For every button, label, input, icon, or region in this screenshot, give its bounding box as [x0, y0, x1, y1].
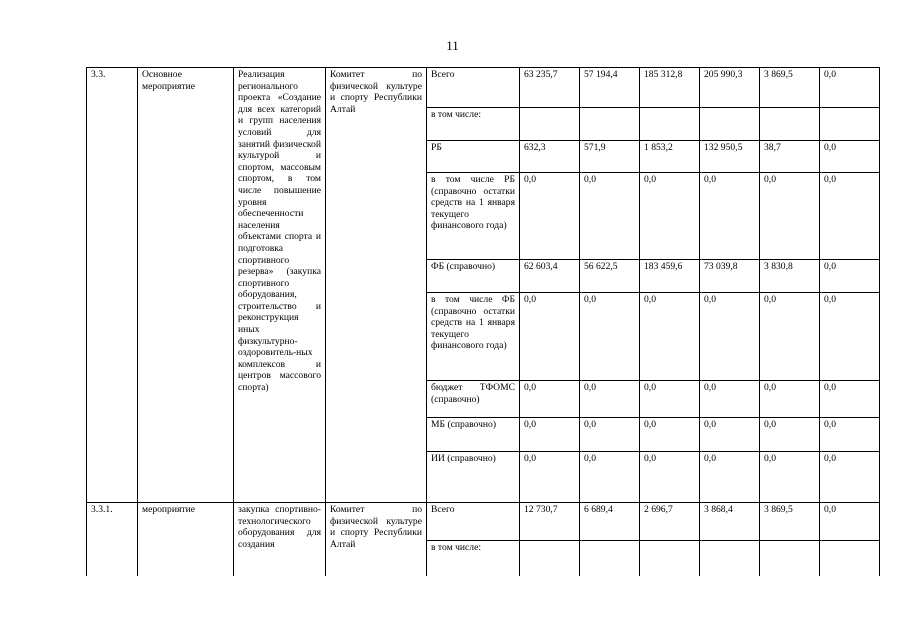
value-cell: 0,0 [760, 381, 820, 418]
value-cell: 12 730,7 [520, 503, 580, 541]
value-cell: 0,0 [520, 452, 580, 503]
value-cell: 0,0 [760, 173, 820, 260]
table-viewport [86, 67, 886, 576]
value-cell: 0,0 [820, 503, 880, 541]
value-cell: 3 869,5 [760, 503, 820, 541]
item-executor: Комитет по физической культуре и спорту Республики Алтай [326, 503, 427, 577]
source-label: РБ [427, 141, 520, 173]
source-label: МБ (справочно) [427, 418, 520, 452]
value-cell: 0,0 [580, 418, 640, 452]
value-cell: 56 622,5 [580, 260, 640, 293]
value-cell: 0,0 [520, 418, 580, 452]
item-type: Основное мероприятие [138, 68, 234, 503]
value-cell: 0,0 [700, 452, 760, 503]
value-cell: 2 696,7 [640, 503, 700, 541]
value-cell: 0,0 [820, 418, 880, 452]
value-cell [820, 541, 880, 577]
value-cell: 0,0 [820, 173, 880, 260]
source-label: в том числе РБ (справочно остатки средств на 1 января текущего финансового года) [427, 173, 520, 260]
value-cell [700, 108, 760, 141]
value-cell: 632,3 [520, 141, 580, 173]
item-name: закупка спортивно-технологического оборудования для создания [234, 503, 326, 577]
value-cell [760, 541, 820, 577]
value-cell: 0,0 [580, 381, 640, 418]
value-cell: 57 194,4 [580, 68, 640, 108]
table-row [87, 68, 880, 108]
value-cell: 0,0 [640, 173, 700, 260]
value-cell: 3 830,8 [760, 260, 820, 293]
value-cell: 0,0 [700, 173, 760, 260]
value-cell: 183 459,6 [640, 260, 700, 293]
value-cell: 0,0 [760, 418, 820, 452]
value-cell [580, 108, 640, 141]
value-cell [520, 108, 580, 141]
item-number: 3.3. [87, 68, 138, 503]
value-cell: 0,0 [820, 141, 880, 173]
value-cell: 0,0 [820, 381, 880, 418]
value-cell: 38,7 [760, 141, 820, 173]
item-type: мероприятие [138, 503, 234, 577]
value-cell: 0,0 [700, 293, 760, 381]
source-label: Всего [427, 503, 520, 541]
value-cell: 0,0 [580, 452, 640, 503]
value-cell [640, 541, 700, 577]
value-cell: 0,0 [640, 381, 700, 418]
value-cell: 571,9 [580, 141, 640, 173]
value-cell: 0,0 [700, 418, 760, 452]
item-number: 3.3.1. [87, 503, 138, 577]
value-cell: 62 603,4 [520, 260, 580, 293]
item-name: Реализация регионального проекта «Создание для всех категорий и групп населения условий для занятий физической культурой и спортом, массовым спортом, в том числе повышение уровня обеспеченности населения объектами спорта и подготовка спортивного резерва» (закупка спортивного оборудования, строительство и реконструкция иных физкультурно-оздоровитель-ных комплексов и центров массового спорта) [234, 68, 326, 503]
value-cell [640, 108, 700, 141]
value-cell: 0,0 [580, 173, 640, 260]
value-cell: 6 689,4 [580, 503, 640, 541]
source-label: в том числе ФБ (справочно остатки средств на 1 января текущего финансового года) [427, 293, 520, 381]
value-cell [700, 541, 760, 577]
value-cell: 0,0 [640, 452, 700, 503]
value-cell: 0,0 [520, 173, 580, 260]
value-cell: 0,0 [820, 452, 880, 503]
value-cell: 132 950,5 [700, 141, 760, 173]
value-cell: 0,0 [640, 293, 700, 381]
source-label: ФБ (справочно) [427, 260, 520, 293]
source-label: в том числе: [427, 108, 520, 141]
value-cell: 3 869,5 [760, 68, 820, 108]
source-label: бюджет ТФОМС (справочно) [427, 381, 520, 418]
value-cell: 0,0 [760, 293, 820, 381]
table-row [87, 503, 880, 541]
value-cell: 185 312,8 [640, 68, 700, 108]
value-cell [520, 541, 580, 577]
item-executor: Комитет по физической культуре и спорту Республики Алтай [326, 68, 427, 503]
funding-table [86, 67, 880, 576]
value-cell: 205 990,3 [700, 68, 760, 108]
value-cell [580, 541, 640, 577]
value-cell [820, 108, 880, 141]
value-cell: 0,0 [760, 452, 820, 503]
source-label: ИИ (справочно) [427, 452, 520, 503]
value-cell: 1 853,2 [640, 141, 700, 173]
value-cell: 73 039,8 [700, 260, 760, 293]
value-cell: 63 235,7 [520, 68, 580, 108]
value-cell [760, 108, 820, 141]
value-cell: 0,0 [820, 68, 880, 108]
value-cell: 0,0 [700, 381, 760, 418]
value-cell: 0,0 [820, 293, 880, 381]
source-label: в том числе: [427, 541, 520, 577]
page-number: 11 [446, 38, 459, 53]
value-cell: 0,0 [580, 293, 640, 381]
value-cell: 0,0 [640, 418, 700, 452]
source-label: Всего [427, 68, 520, 108]
value-cell: 0,0 [820, 260, 880, 293]
value-cell: 0,0 [520, 293, 580, 381]
value-cell: 0,0 [520, 381, 580, 418]
value-cell: 3 868,4 [700, 503, 760, 541]
